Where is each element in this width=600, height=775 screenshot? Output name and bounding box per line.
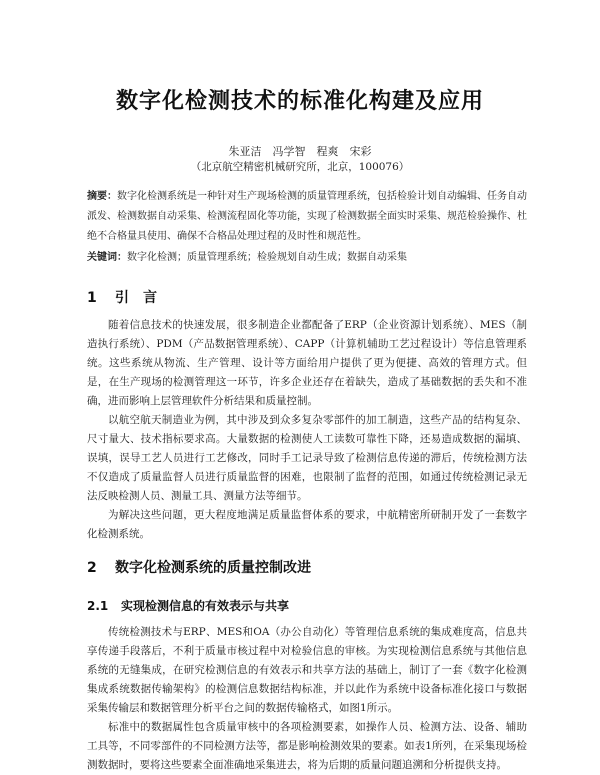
section-1-paragraph-3: 为解决这些问题，更大程度地满足质量监督体系的要求，中航精密所研制开发了一套数字化检测系统。 [87, 509, 527, 540]
keywords-label: 关键词： [87, 252, 127, 263]
keywords-text: 数字化检测；质量管理系统；检验规划自动生成；数据自动采集 [127, 252, 407, 263]
section-2-1-heading [87, 597, 289, 614]
abstract-label: 摘要： [87, 191, 117, 202]
section-1-title: 引 言 [115, 290, 157, 306]
section-2-1-paragraph-2: 标准中的数据属性包含质量审核中的各项检测要素，如操作人员、检测方法、设备、辅助工具等，不同零部件的不同检测方法等，都是影响检测效果的要素。如表1所列，在采集现场检测数据时，要将这些要素全面准确地采集进去，将为后期的质量问题追溯和分析提供支持。 [87, 721, 527, 771]
abstract [87, 187, 527, 247]
section-2-1-title: 实现检测信息的有效表示与共享 [121, 599, 290, 613]
section-2-number: 2 [87, 560, 97, 576]
keywords [87, 250, 527, 266]
abstract-text: 数字化检测系统是一种针对生产现场检测的质量管理系统，包括检验计划自动编辑、任务自动派发、检测数据自动采集、检测流程固化等功能，实现了检测数据全面实时采集、规范检验操作、杜绝不合格量具使用、确保不合格品处理过程的及时性和规范性。 [87, 191, 527, 242]
section-2-heading [87, 557, 311, 577]
section-1-paragraph-2: 以航空航天制造业为例，其中涉及到众多复杂零部件的加工制造，这些产品的结构复杂、尺寸量大、技术指标要求高。大量数据的检测使人工读数可靠性下降，还易造成数据的漏填、误填，误导工艺人员进行工艺修改，同时手工记录导致了检测信息传递的滞后，传统检测方法不仅造成了质量监督人员进行质量监督的困难，也限制了监督的范围，如通过传统检测记录无法反映检测人员、测量工具、测量方法等细节。 [87, 414, 527, 502]
section-2-1-paragraph-1: 传统检测技术与ERP、MES和OA（办公自动化）等管理信息系统的集成难度高，信息共享传递手段落后，不利于质量市核过程中对检验信息的审核。为实现检测信息系统与其他信息系统的无缝集成，在研究检测信息的有效表示和共享方法的基础上，制订了一套《数字化检测集成系统数据传输架构》的检测信息数据结构标准，并以此作为系统中设备标准化接口与数据采集传输层和数据管理分析平台之间的数据传输格式，如图1所示。 [87, 626, 527, 714]
author-list: 朱亚洁 冯学智 程爽 宋彩 [228, 145, 372, 158]
section-1-paragraph-1: 随着信息技术的快速发展，很多制造企业都配备了ERP（企业资源计划系统）、MES（制造执行系统）、PDM（产品数据管理系统）、CAPP（计算机辅助工艺过程设计）等信息管理系统。这些系统从物流、生产管理、设计等方面给用户提供了更为便捷、高效的管理方式。但是，在生产现场的检测管理这一环节，许多企业还存在着缺失，造成了基础数据的丢失和不准确，进而影响上层管理软件分析结果和质量控制。 [87, 319, 527, 407]
section-2-title: 数字化检测系统的质量控制改进 [115, 560, 311, 576]
section-1-heading [87, 287, 157, 307]
affiliation: （北京航空精密机械研究所，北京，100076） [190, 161, 410, 173]
paper-title: 数字化检测技术的标准化构建及应用 [115, 89, 484, 114]
section-2-1-number: 2.1 [87, 599, 109, 613]
section-1-number: 1 [87, 290, 97, 306]
